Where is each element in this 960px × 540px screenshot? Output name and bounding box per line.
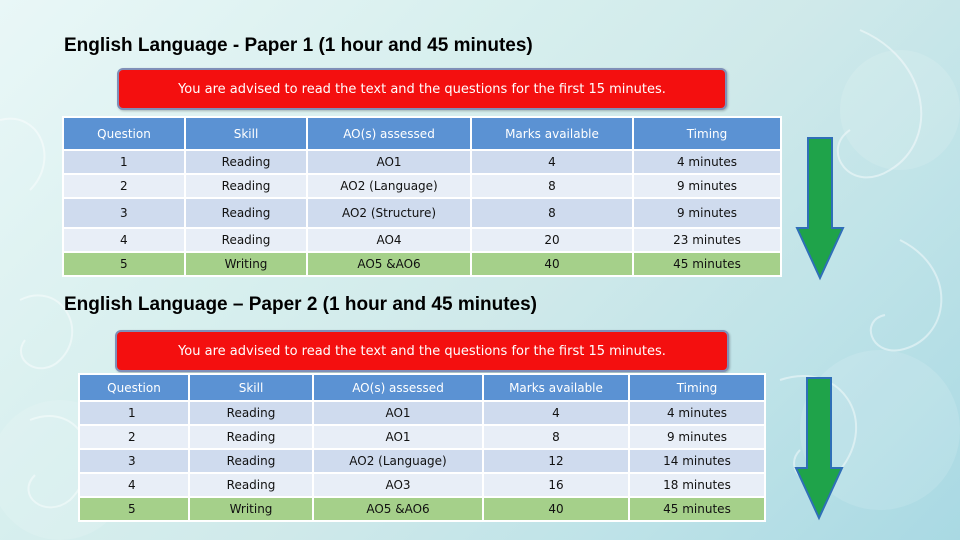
- cell-timing: 4 minutes: [633, 150, 781, 174]
- cell-marks: 8: [471, 198, 633, 228]
- table-row: [63, 174, 781, 198]
- cell-timing: 9 minutes: [633, 198, 781, 228]
- cell-question: 5: [63, 252, 185, 276]
- header-timing: Timing: [633, 117, 781, 150]
- cell-skill: Reading: [189, 425, 313, 449]
- cell-skill: Reading: [185, 150, 307, 174]
- header-question: Question: [79, 374, 189, 401]
- cell-question: 1: [63, 150, 185, 174]
- cell-skill: Writing: [189, 497, 313, 521]
- cell-timing: 18 minutes: [629, 473, 765, 497]
- paper1-question-table: [62, 116, 782, 277]
- cell-timing: 9 minutes: [629, 425, 765, 449]
- cell-timing: 4 minutes: [629, 401, 765, 425]
- cell-ao: AO2 (Language): [313, 449, 483, 473]
- cell-ao: AO5 &AO6: [307, 252, 471, 276]
- cell-marks: 8: [483, 425, 629, 449]
- header-marks-available: Marks available: [483, 374, 629, 401]
- table-row-writing: [63, 252, 781, 276]
- cell-question: 3: [79, 449, 189, 473]
- cell-skill: Reading: [185, 198, 307, 228]
- cell-marks: 4: [483, 401, 629, 425]
- cell-skill: Reading: [185, 174, 307, 198]
- cell-ao: AO2 (Structure): [307, 198, 471, 228]
- cell-question: 3: [63, 198, 185, 228]
- cell-timing: 14 minutes: [629, 449, 765, 473]
- cell-marks: 12: [483, 449, 629, 473]
- table-row: [79, 473, 765, 497]
- cell-marks: 16: [483, 473, 629, 497]
- cell-skill: Reading: [189, 473, 313, 497]
- cell-marks: 40: [471, 252, 633, 276]
- cell-marks: 8: [471, 174, 633, 198]
- cell-question: 4: [79, 473, 189, 497]
- header-timing: Timing: [629, 374, 765, 401]
- down-arrow-icon: [795, 136, 845, 281]
- cell-timing: 45 minutes: [633, 252, 781, 276]
- paper2-question-table: [78, 373, 766, 522]
- table-row: [79, 449, 765, 473]
- table-row-writing: [79, 497, 765, 521]
- cell-ao: AO4: [307, 228, 471, 252]
- cell-ao: AO1: [307, 150, 471, 174]
- cell-question: 4: [63, 228, 185, 252]
- cell-ao: AO2 (Language): [307, 174, 471, 198]
- cell-question: 2: [79, 425, 189, 449]
- cell-ao: AO3: [313, 473, 483, 497]
- cell-skill: Writing: [185, 252, 307, 276]
- table-row: [63, 228, 781, 252]
- table-row: [79, 401, 765, 425]
- cell-marks: 4: [471, 150, 633, 174]
- table-row: [79, 425, 765, 449]
- header-question: Question: [63, 117, 185, 150]
- cell-question: 2: [63, 174, 185, 198]
- paper2-reading-advice-banner: You are advised to read the text and the questions for the first 15 minutes.: [115, 330, 729, 372]
- cell-marks: 40: [483, 497, 629, 521]
- cell-ao: AO5 &AO6: [313, 497, 483, 521]
- cell-skill: Reading: [189, 401, 313, 425]
- cell-timing: 23 minutes: [633, 228, 781, 252]
- cell-timing: 9 minutes: [633, 174, 781, 198]
- table-row: [63, 150, 781, 174]
- paper1-title: English Language - Paper 1 (1 hour and 45 minutes): [64, 35, 533, 56]
- cell-ao: AO1: [313, 401, 483, 425]
- cell-ao: AO1: [313, 425, 483, 449]
- paper2-title: English Language – Paper 2 (1 hour and 45 minutes): [64, 294, 537, 315]
- header-marks-available: Marks available: [471, 117, 633, 150]
- table-header-row: [79, 374, 765, 401]
- paper1-reading-advice-banner: You are advised to read the text and the questions for the first 15 minutes.: [117, 68, 727, 110]
- cell-timing: 45 minutes: [629, 497, 765, 521]
- header-aos-assessed: AO(s) assessed: [307, 117, 471, 150]
- table-row: [63, 198, 781, 228]
- cell-skill: Reading: [185, 228, 307, 252]
- down-arrow-icon: [794, 376, 844, 521]
- cell-question: 5: [79, 497, 189, 521]
- header-skill: Skill: [185, 117, 307, 150]
- cell-question: 1: [79, 401, 189, 425]
- cell-skill: Reading: [189, 449, 313, 473]
- header-aos-assessed: AO(s) assessed: [313, 374, 483, 401]
- cell-marks: 20: [471, 228, 633, 252]
- table-header-row: [63, 117, 781, 150]
- header-skill: Skill: [189, 374, 313, 401]
